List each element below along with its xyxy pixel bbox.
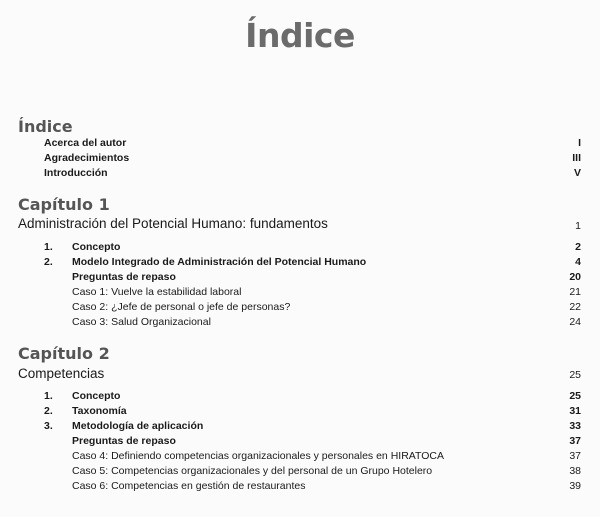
chapter-2-label: Capítulo 2 xyxy=(18,344,110,363)
toc-entry[interactable] xyxy=(0,315,600,330)
chapter-1-page: 1 xyxy=(575,220,581,232)
toc-entry-page: 33 xyxy=(569,420,581,432)
toc-entry-text: Introducción xyxy=(44,167,108,179)
toc-entry-page: 37 xyxy=(569,450,581,462)
toc-entry-text: Agradecimientos xyxy=(44,152,130,164)
toc-entry[interactable] xyxy=(0,419,600,434)
toc-entry-page: 21 xyxy=(569,286,581,298)
toc-entry[interactable] xyxy=(0,449,600,464)
toc-entry-number: 3. xyxy=(44,420,53,432)
toc-entry-text: Concepto xyxy=(72,390,121,402)
toc-entry-number: 1. xyxy=(44,390,53,402)
toc-entry[interactable] xyxy=(0,434,600,449)
toc-entry-text: Preguntas de repaso xyxy=(72,271,176,283)
toc-entry[interactable] xyxy=(0,240,600,255)
toc-entry[interactable] xyxy=(0,255,600,270)
toc-entry[interactable] xyxy=(0,404,600,419)
toc-entry-page: 4 xyxy=(575,256,581,268)
toc-entry[interactable] xyxy=(0,166,600,181)
toc-entry[interactable] xyxy=(0,464,600,479)
toc-entry-page: 20 xyxy=(569,271,581,283)
toc-entry-text: Acerca del autor xyxy=(44,137,127,149)
toc-entry-page: 25 xyxy=(569,390,581,402)
chapter-2-page: 25 xyxy=(569,369,581,381)
toc-entry-number: 1. xyxy=(44,241,53,253)
toc-entry-number: 2. xyxy=(44,256,53,268)
toc-entry-text: Concepto xyxy=(72,241,121,253)
toc-entry[interactable] xyxy=(0,136,600,151)
toc-entry[interactable] xyxy=(0,151,600,166)
toc-entry-page: 39 xyxy=(569,480,581,492)
toc-entry-page: 38 xyxy=(569,465,581,477)
toc-entry-text: Caso 2: ¿Jefe de personal o jefe de personas? xyxy=(72,301,291,313)
toc-entry-page: V xyxy=(573,167,581,179)
toc-entry-page: III xyxy=(572,152,581,164)
chapter-2-title[interactable]: Competencias xyxy=(18,366,105,381)
toc-entry-page: 24 xyxy=(569,316,581,328)
chapter-1-title[interactable]: Administración del Potencial Humano: fundamentos xyxy=(18,216,328,231)
toc-entry-text: Preguntas de repaso xyxy=(72,435,176,447)
toc-entry[interactable] xyxy=(0,285,600,300)
toc-entry[interactable] xyxy=(0,389,600,404)
toc-entry-page: 2 xyxy=(575,241,581,253)
toc-entry-text: Metodología de aplicación xyxy=(72,420,204,432)
page-title: Índice xyxy=(245,16,355,55)
toc-entry[interactable] xyxy=(0,300,600,315)
toc-entry-text: Caso 4: Definiendo competencias organizacionales y personales en HIRATOCA xyxy=(72,450,444,462)
toc-entry[interactable] xyxy=(0,270,600,285)
toc-entry[interactable] xyxy=(0,479,600,494)
toc-entry-text: Caso 3: Salud Organizacional xyxy=(72,316,211,328)
chapter-1-label: Capítulo 1 xyxy=(18,195,110,214)
toc-entry-page: 31 xyxy=(569,405,581,417)
toc-entry-text: Caso 1: Vuelve la estabilidad laboral xyxy=(72,286,242,298)
toc-entry-text: Taxonomía xyxy=(72,405,127,417)
toc-entry-number: 2. xyxy=(44,405,53,417)
toc-entry-page: 22 xyxy=(569,301,581,313)
toc-entry-text: Caso 5: Competencias organizacionales y del personal de un Grupo Hotelero xyxy=(72,465,433,477)
toc-entry-text: Modelo Integrado de Administración del Potencial Humano xyxy=(72,256,367,268)
toc-entry-text: Caso 6: Competencias en gestión de restaurantes xyxy=(72,480,306,492)
toc-entry-page: 37 xyxy=(569,435,581,447)
toc-entry-page: I xyxy=(578,137,581,149)
index-section-heading: Índice xyxy=(18,117,73,136)
